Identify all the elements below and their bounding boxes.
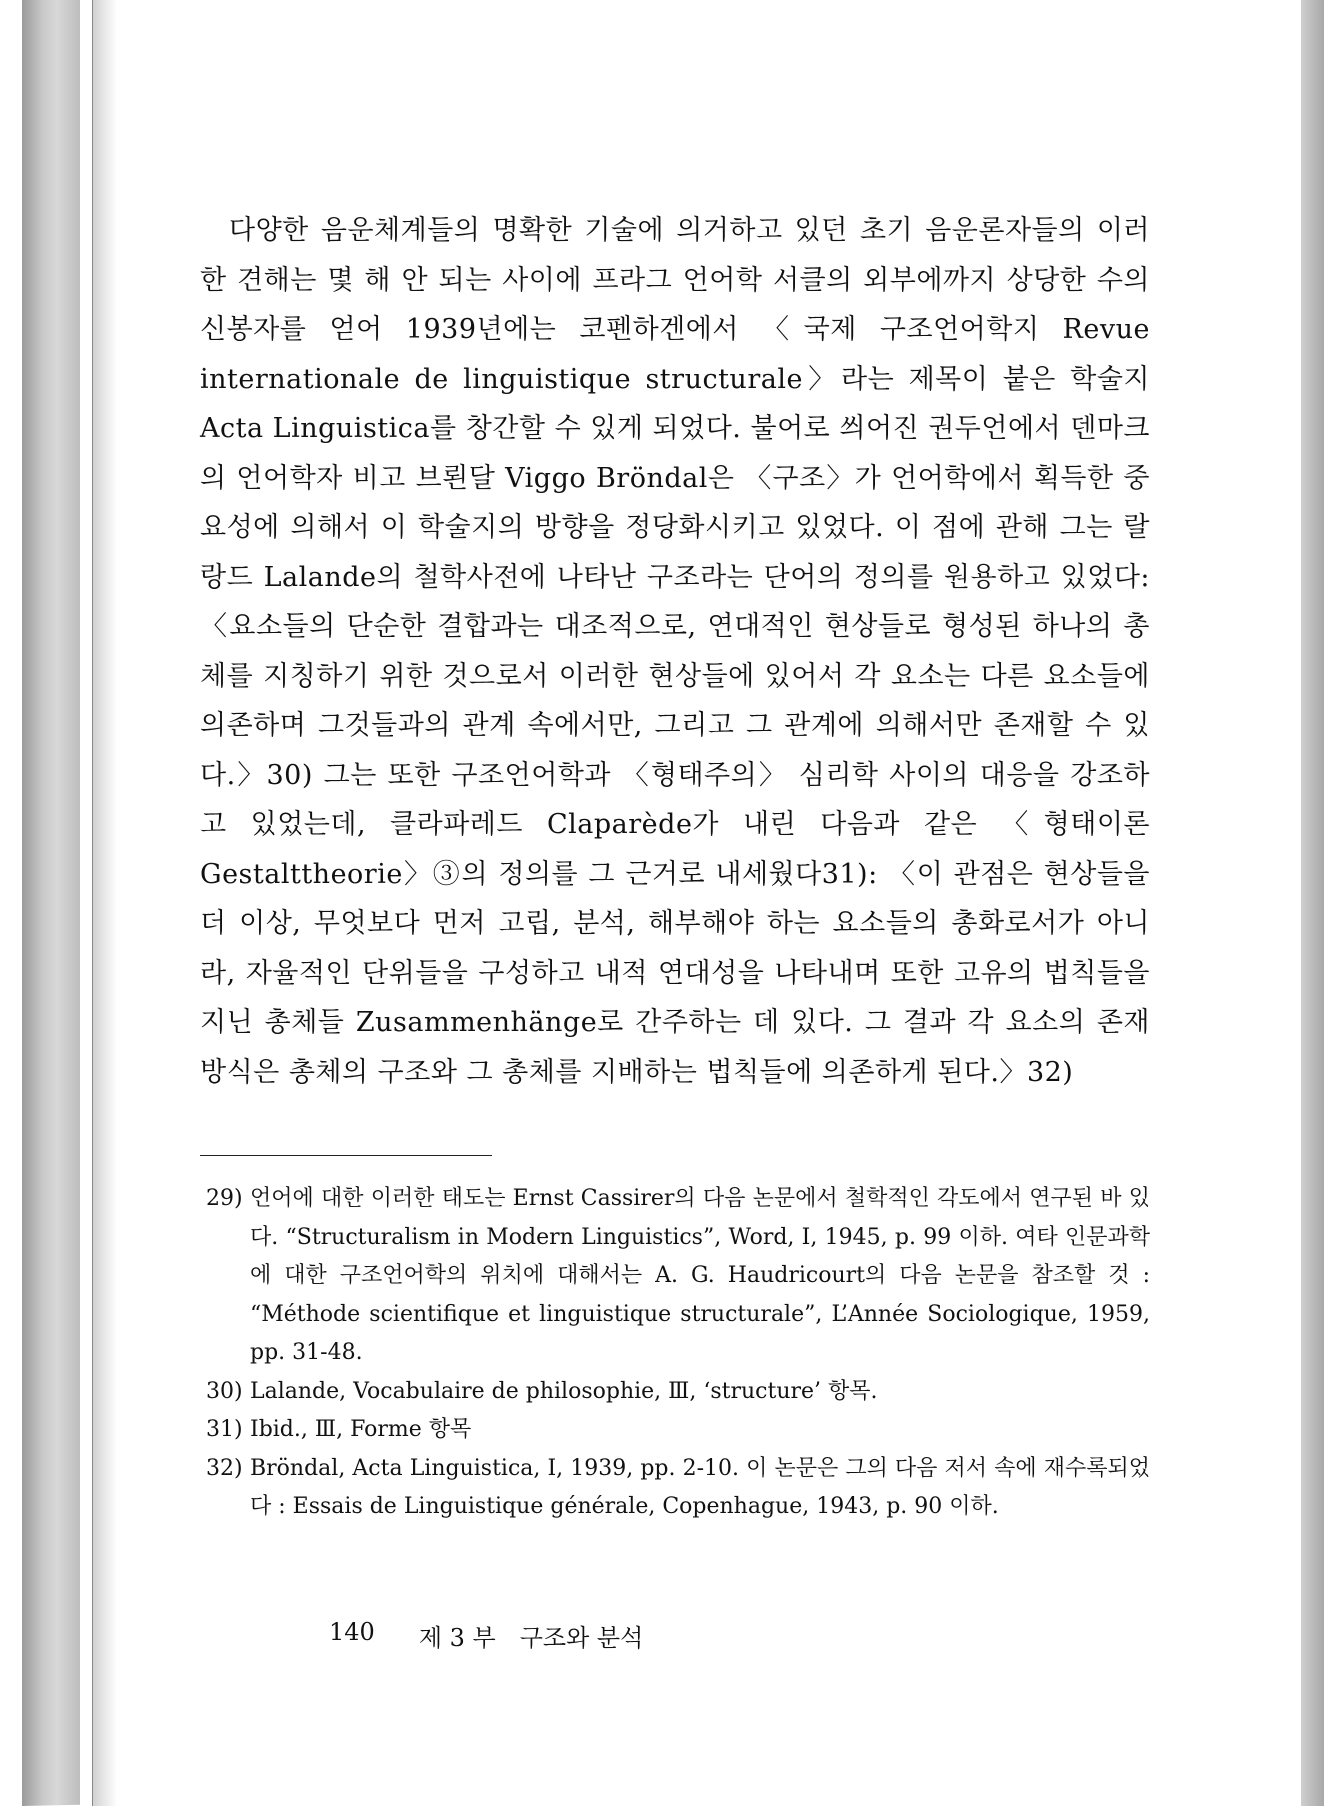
page-number: 140 (329, 1618, 375, 1646)
footnotes (206, 1180, 1150, 1527)
page-edge (1300, 0, 1324, 1806)
part-title: 구조와 분석 (519, 1624, 644, 1652)
gutter-shadow (93, 0, 117, 1806)
footnote-number: 32) (206, 1455, 243, 1481)
footnote-number: 31) (206, 1417, 243, 1442)
footnote-number: 30) (206, 1378, 243, 1404)
book-spine (22, 0, 80, 1806)
body-paragraph: 다양한 음운체계들의 명확한 기술에 의거하고 있던 초기 음운론자들의 이러한 견해는 몇 해 안 되는 사이에 프라그 언어학 서클의 외부에까지 상당한 수의 신봉자를 얻어 1939년에는 코펜하겐에서 〈국제 구조언어학지 Revue internationale de linguistique structurale〉라는 제목이 붙은 학술지 Acta Linguistica를 창간할 수 있게 되었다. 불어로 씌어진 권두언에서 덴마크의 언어학자 비고 브뢴달 Viggo Bröndal은 〈구조〉가 언어학에서 획득한 중요성에 의해서 이 학술지의 방향을 정당화시키고 있었다. 이 점에 관해 그는 랄랑드 Lalande의 철학사전에 나타난 구조라는 단어의 정의를 원용하고 있었다: 〈요소들의 단순한 결합과는 대조적으로, 연대적인 현상들로 형성된 하나의 총체를 지칭하기 위한 것으로서 이러한 현상들에 있어서 각 요소는 다른 요소들에 의존하며 그것들과의 관계 속에서만, 그리고 그 관계에 의해서만 존재할 수 있다.〉30) 그는 또한 구조언어학과 〈형태주의〉 심리학 사이의 대응을 강조하고 있었는데, 클라파레드 Claparède가 내린 다음과 같은 〈형태이론 Gestalttheorie〉③의 정의를 그 근거로 내세웠다31): 〈이 관점은 현상들을 더 이상, 무엇보다 먼저 고립, 분석, 해부해야 하는 요소들의 총화로서가 아니라, 자율적인 단위들을 구성하고 내적 연대성을 나타내며 또한 고유의 법칙들을 지닌 총체들 Zusammenhänge로 간주하는 데 있다. 그 결과 각 요소의 존재방식은 총체의 구조와 그 총체를 지배하는 법칙들에 의존하게 된다.〉32) (200, 215, 1150, 1088)
part-label: 제 3 부 (418, 1624, 496, 1652)
footnote (206, 1450, 1150, 1527)
page-footer (329, 1618, 643, 1653)
footnote-number: 29) (206, 1186, 243, 1211)
footnote-text: Lalande, Vocabulaire de philosophie, Ⅲ, ‘structure’ 항목. (250, 1378, 878, 1404)
footnote-text: Bröndal, Acta Linguistica, I, 1939, pp. 2-10. 이 논문은 그의 다음 저서 속에 재수록되었다 : Essais de Linguistique générale, Copenhague, 1943, p. 90 이하. (250, 1455, 1150, 1519)
footnote-text: Ibid., Ⅲ, Forme 항목 (250, 1417, 472, 1442)
footnote (206, 1373, 1150, 1412)
footnote-text: 언어에 대한 이러한 태도는 Ernst Cassirer의 다음 논문에서 철학적인 각도에서 연구된 바 있다. “Structuralism in Modern Linguistics”, Word, I, 1945, p. 99 이하. 여타 인문과학에 대한 구조언어학의 위치에 대해서는 A. G. Haudricourt의 다음 논문을 참조할 것 : “Méthode scientifique et linguistique structurale”, L’Année Sociologique, 1959, pp. 31-48. (250, 1186, 1150, 1365)
footnote (206, 1411, 1150, 1450)
footnote (206, 1180, 1150, 1373)
footnote-divider (200, 1155, 492, 1156)
